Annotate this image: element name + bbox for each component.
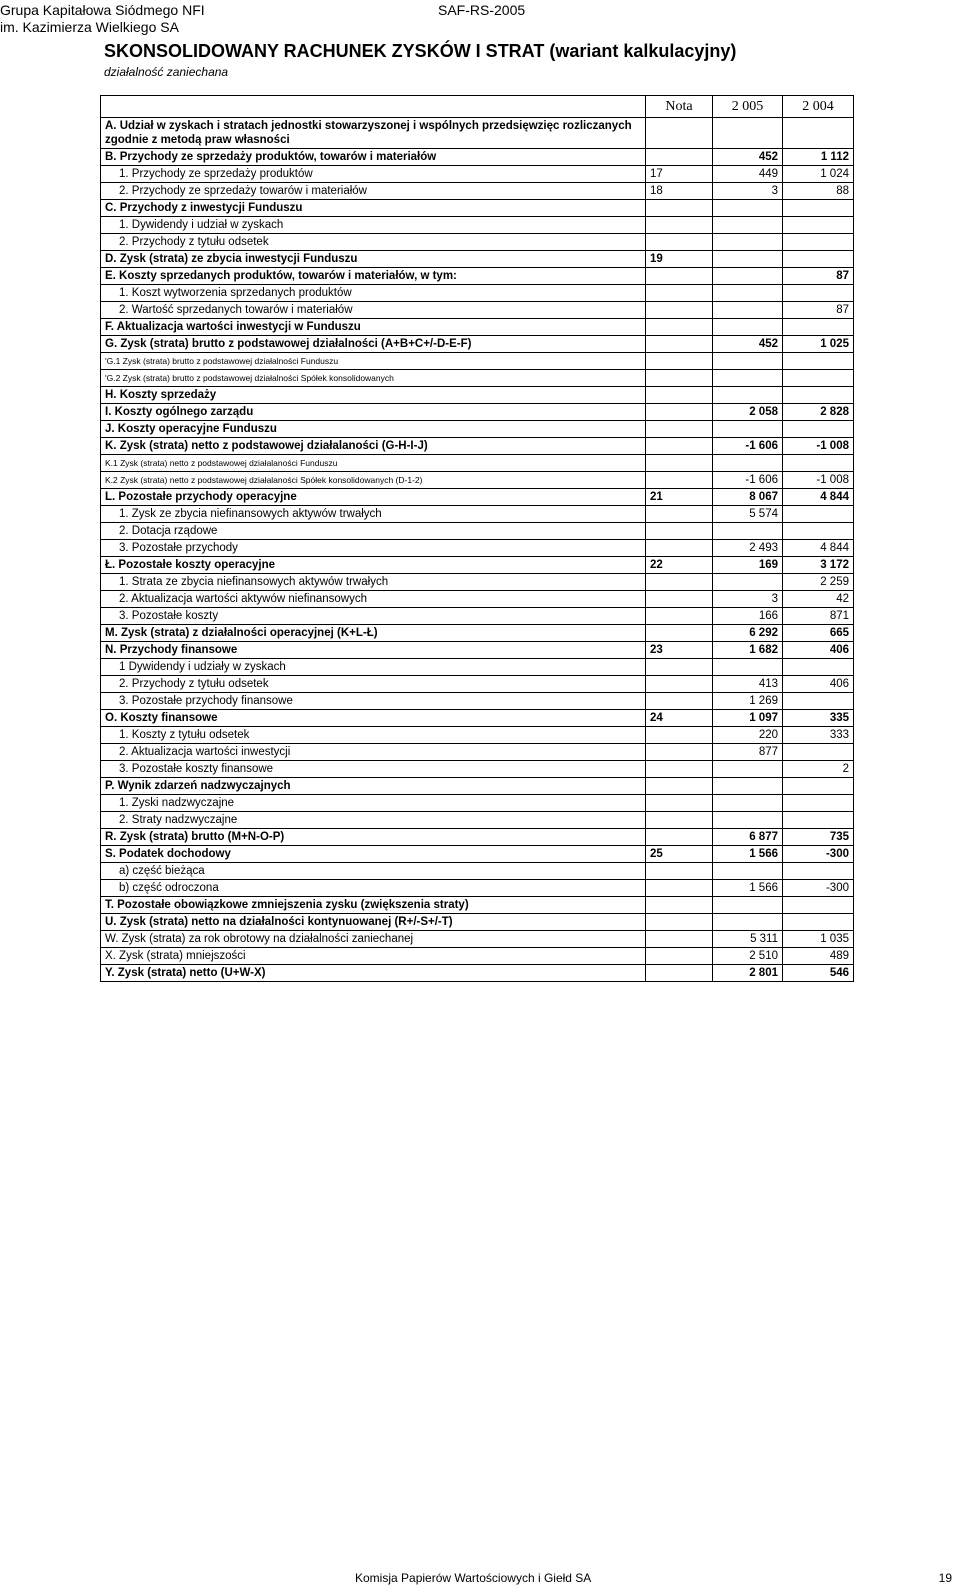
table-row (101, 608, 854, 625)
row-value-2005: 2 058 (713, 404, 783, 421)
row-value-2004 (783, 812, 854, 829)
row-label: 1. Zysk ze zbycia niefinansowych aktywów trwałych (101, 506, 646, 523)
row-value-2005 (713, 863, 783, 880)
table-row (101, 404, 854, 421)
row-value-2004: 87 (783, 302, 854, 319)
row-value-2004: 1 025 (783, 336, 854, 353)
row-label: O. Koszty finansowe (101, 710, 646, 727)
row-value-2005 (713, 812, 783, 829)
row-label: W. Zysk (strata) za rok obrotowy na działalności zaniechanej (101, 931, 646, 948)
row-value-2004: -1 008 (783, 438, 854, 455)
row-value-2005 (713, 778, 783, 795)
row-label: J. Koszty operacyjne Funduszu (101, 421, 646, 438)
row-value-2004: 871 (783, 608, 854, 625)
row-value-2004: 3 172 (783, 557, 854, 574)
row-nota (646, 200, 713, 217)
row-value-2004: 88 (783, 183, 854, 200)
table-row (101, 523, 854, 540)
table-row (101, 761, 854, 778)
row-label: G. Zysk (strata) brutto z podstawowej działalności (A+B+C+/-D-E-F) (101, 336, 646, 353)
row-value-2005 (713, 659, 783, 676)
table-row (101, 421, 854, 438)
row-label: P. Wynik zdarzeń nadzwyczajnych (101, 778, 646, 795)
row-label: 1. Zyski nadzwyczajne (101, 795, 646, 812)
row-nota (646, 625, 713, 642)
row-value-2005: 449 (713, 166, 783, 183)
row-nota (646, 540, 713, 557)
row-value-2004 (783, 387, 854, 404)
table-row (101, 574, 854, 591)
row-value-2004 (783, 523, 854, 540)
table-row (101, 914, 854, 931)
row-value-2005: 8 067 (713, 489, 783, 506)
income-statement-table (100, 95, 854, 982)
row-nota (646, 880, 713, 897)
row-nota (646, 778, 713, 795)
table-row (101, 948, 854, 965)
row-value-2005: 6 292 (713, 625, 783, 642)
row-value-2004: 665 (783, 625, 854, 642)
row-value-2004: 335 (783, 710, 854, 727)
row-nota (646, 863, 713, 880)
row-label: b) część odroczona (101, 880, 646, 897)
table-row (101, 251, 854, 268)
row-value-2005 (713, 234, 783, 251)
row-label: K.2 Zysk (strata) netto z podstawowej działalaności Spółek konsolidowanych (D-1-2) (101, 472, 646, 489)
row-label: K. Zysk (strata) netto z podstawowej działalaności (G-H-I-J) (101, 438, 646, 455)
row-value-2005 (713, 914, 783, 931)
table-row (101, 829, 854, 846)
row-value-2005: 1 269 (713, 693, 783, 710)
row-value-2004: 546 (783, 965, 854, 982)
row-nota (646, 421, 713, 438)
row-value-2004 (783, 319, 854, 336)
table-row (101, 965, 854, 982)
row-value-2005: 877 (713, 744, 783, 761)
row-label: 'G.2 Zysk (strata) brutto z podstawowej działalności Spółek konsolidowanych (101, 370, 646, 387)
table-row (101, 149, 854, 166)
table-row (101, 693, 854, 710)
table-row (101, 183, 854, 200)
row-nota (646, 149, 713, 166)
row-nota (646, 506, 713, 523)
row-label: Ł. Pozostałe koszty operacyjne (101, 557, 646, 574)
row-label: 1. Przychody ze sprzedaży produktów (101, 166, 646, 183)
row-nota: 17 (646, 166, 713, 183)
row-label: K.1 Zysk (strata) netto z podstawowej działalaności Funduszu (101, 455, 646, 472)
row-label: L. Pozostałe przychody operacyjne (101, 489, 646, 506)
row-label: H. Koszty sprzedaży (101, 387, 646, 404)
row-value-2005: -1 606 (713, 438, 783, 455)
row-nota (646, 676, 713, 693)
row-value-2005 (713, 387, 783, 404)
row-label: R. Zysk (strata) brutto (M+N-O-P) (101, 829, 646, 846)
row-value-2004 (783, 217, 854, 234)
table-row (101, 727, 854, 744)
row-value-2005: 413 (713, 676, 783, 693)
row-value-2005: 2 510 (713, 948, 783, 965)
table-row (101, 846, 854, 863)
row-value-2005: 1 682 (713, 642, 783, 659)
table-row (101, 472, 854, 489)
table-row (101, 642, 854, 659)
col-header-2004: 2 004 (783, 96, 854, 118)
row-value-2005 (713, 302, 783, 319)
row-label: I. Koszty ogólnego zarządu (101, 404, 646, 421)
table-row (101, 795, 854, 812)
table-row (101, 778, 854, 795)
row-value-2005 (713, 523, 783, 540)
row-value-2004 (783, 914, 854, 931)
row-value-2004 (783, 200, 854, 217)
row-value-2004: 406 (783, 676, 854, 693)
table-row (101, 812, 854, 829)
row-label: B. Przychody ze sprzedaży produktów, towarów i materiałów (101, 149, 646, 166)
row-value-2005: 5 574 (713, 506, 783, 523)
row-value-2005 (713, 251, 783, 268)
table-row (101, 200, 854, 217)
row-value-2004: 1 112 (783, 149, 854, 166)
row-label: U. Zysk (strata) netto na działalności kontynuowanej (R+/-S+/-T) (101, 914, 646, 931)
row-nota (646, 217, 713, 234)
row-value-2005: 6 877 (713, 829, 783, 846)
row-nota (646, 387, 713, 404)
row-value-2004 (783, 234, 854, 251)
row-value-2005: 452 (713, 149, 783, 166)
table-row (101, 302, 854, 319)
row-nota: 18 (646, 183, 713, 200)
row-nota (646, 948, 713, 965)
table-row (101, 166, 854, 183)
row-nota (646, 659, 713, 676)
table-row (101, 897, 854, 914)
row-nota (646, 302, 713, 319)
row-label: 2. Przychody z tytułu odsetek (101, 234, 646, 251)
row-nota (646, 336, 713, 353)
row-value-2004 (783, 455, 854, 472)
row-nota: 19 (646, 251, 713, 268)
row-label: 3. Pozostałe przychody (101, 540, 646, 557)
row-value-2004: 2 (783, 761, 854, 778)
row-nota (646, 353, 713, 370)
row-value-2004 (783, 897, 854, 914)
row-nota (646, 795, 713, 812)
row-value-2005 (713, 268, 783, 285)
row-value-2005: 220 (713, 727, 783, 744)
row-value-2005 (713, 285, 783, 302)
table-row (101, 659, 854, 676)
row-label: 2. Aktualizacja wartości aktywów niefinansowych (101, 591, 646, 608)
row-value-2005 (713, 200, 783, 217)
row-value-2004: 1 024 (783, 166, 854, 183)
row-label: M. Zysk (strata) z działalności operacyjnej (K+L-Ł) (101, 625, 646, 642)
row-nota (646, 608, 713, 625)
page-title: SKONSOLIDOWANY RACHUNEK ZYSKÓW I STRAT (wariant kalkulacyjny) (104, 41, 737, 61)
row-value-2005: 2 493 (713, 540, 783, 557)
row-label: 1. Dywidendy i udział w zyskach (101, 217, 646, 234)
company-line-1: Grupa Kapitałowa Siódmego NFI (0, 2, 205, 18)
row-value-2005 (713, 118, 783, 149)
row-label: 2. Dotacja rządowe (101, 523, 646, 540)
row-nota: 24 (646, 710, 713, 727)
page-number: 19 (938, 1571, 952, 1585)
col-header-nota: Nota (646, 96, 713, 118)
row-label: E. Koszty sprzedanych produktów, towarów i materiałów, w tym: (101, 268, 646, 285)
row-label: T. Pozostałe obowiązkowe zmniejszenia zysku (zwiększenia straty) (101, 897, 646, 914)
row-nota (646, 118, 713, 149)
row-label: 1. Strata ze zbycia niefinansowych aktywów trwałych (101, 574, 646, 591)
table-row (101, 863, 854, 880)
table-row (101, 336, 854, 353)
row-label: a) część bieżąca (101, 863, 646, 880)
table-row (101, 506, 854, 523)
row-nota (646, 404, 713, 421)
row-value-2004: -300 (783, 846, 854, 863)
row-value-2004 (783, 370, 854, 387)
row-value-2004 (783, 744, 854, 761)
table-row (101, 370, 854, 387)
row-value-2005: 452 (713, 336, 783, 353)
row-value-2004: 1 035 (783, 931, 854, 948)
table-row (101, 217, 854, 234)
row-label: S. Podatek dochodowy (101, 846, 646, 863)
row-label: C. Przychody z inwestycji Funduszu (101, 200, 646, 217)
table-row (101, 438, 854, 455)
row-label: N. Przychody finansowe (101, 642, 646, 659)
row-nota: 23 (646, 642, 713, 659)
row-value-2004: -300 (783, 880, 854, 897)
table-row (101, 880, 854, 897)
row-value-2005: 1 566 (713, 880, 783, 897)
row-nota: 25 (646, 846, 713, 863)
row-nota (646, 438, 713, 455)
row-value-2004: 406 (783, 642, 854, 659)
col-header-label (101, 96, 646, 118)
table-row (101, 931, 854, 948)
row-nota: 21 (646, 489, 713, 506)
row-value-2004 (783, 863, 854, 880)
table-row (101, 557, 854, 574)
table-header-row (101, 96, 854, 118)
table-row (101, 489, 854, 506)
table-row (101, 285, 854, 302)
row-value-2005: -1 606 (713, 472, 783, 489)
form-code: SAF-RS-2005 (438, 2, 526, 18)
row-value-2004: 87 (783, 268, 854, 285)
row-value-2004 (783, 778, 854, 795)
row-nota (646, 472, 713, 489)
row-value-2004 (783, 285, 854, 302)
row-nota (646, 693, 713, 710)
row-value-2004: 2 828 (783, 404, 854, 421)
row-nota (646, 914, 713, 931)
row-nota (646, 268, 713, 285)
row-label: Y. Zysk (strata) netto (U+W-X) (101, 965, 646, 982)
row-nota (646, 727, 713, 744)
row-value-2005 (713, 319, 783, 336)
row-value-2005 (713, 217, 783, 234)
row-value-2004 (783, 795, 854, 812)
row-label: 'G.1 Zysk (strata) brutto z podstawowej działalności Funduszu (101, 353, 646, 370)
row-nota (646, 591, 713, 608)
company-line-2: im. Kazimierza Wielkiego SA (0, 19, 179, 35)
table-row (101, 591, 854, 608)
row-label: F. Aktualizacja wartości inwestycji w Funduszu (101, 319, 646, 336)
row-value-2005: 3 (713, 183, 783, 200)
table-row (101, 387, 854, 404)
table-row (101, 234, 854, 251)
row-nota (646, 931, 713, 948)
table-row (101, 319, 854, 336)
company-name (0, 2, 205, 36)
row-label: 3. Pozostałe koszty finansowe (101, 761, 646, 778)
table-row (101, 353, 854, 370)
row-value-2004 (783, 421, 854, 438)
row-label: A. Udział w zyskach i stratach jednostki stowarzyszonej i wspólnych przedsięwzięc rozliczanych zgodnie z metodą praw własności (101, 118, 646, 149)
row-value-2004: 4 844 (783, 489, 854, 506)
row-value-2004: 2 259 (783, 574, 854, 591)
table-row (101, 455, 854, 472)
row-nota (646, 370, 713, 387)
row-value-2005 (713, 897, 783, 914)
table-row (101, 710, 854, 727)
row-value-2005: 1 097 (713, 710, 783, 727)
row-value-2005 (713, 421, 783, 438)
table-row (101, 625, 854, 642)
row-label: 3. Pozostałe przychody finansowe (101, 693, 646, 710)
row-value-2005 (713, 574, 783, 591)
row-label: 2. Przychody z tytułu odsetek (101, 676, 646, 693)
page-subtitle: działalność zaniechana (104, 65, 229, 79)
row-value-2005 (713, 761, 783, 778)
row-value-2005: 5 311 (713, 931, 783, 948)
row-value-2004 (783, 118, 854, 149)
row-nota (646, 897, 713, 914)
row-value-2004 (783, 693, 854, 710)
row-nota (646, 319, 713, 336)
row-value-2005: 166 (713, 608, 783, 625)
row-value-2005: 169 (713, 557, 783, 574)
row-value-2005: 3 (713, 591, 783, 608)
row-nota (646, 574, 713, 591)
row-nota: 22 (646, 557, 713, 574)
row-nota (646, 234, 713, 251)
row-label: X. Zysk (strata) mniejszości (101, 948, 646, 965)
row-nota (646, 965, 713, 982)
row-label: 2. Wartość sprzedanych towarów i materiałów (101, 302, 646, 319)
row-nota (646, 829, 713, 846)
table-row (101, 118, 854, 149)
table-row (101, 744, 854, 761)
row-nota (646, 285, 713, 302)
table-row (101, 268, 854, 285)
row-value-2004: 42 (783, 591, 854, 608)
row-value-2004: 489 (783, 948, 854, 965)
row-label: 1 Dywidendy i udziały w zyskach (101, 659, 646, 676)
col-header-2005: 2 005 (713, 96, 783, 118)
row-value-2004: -1 008 (783, 472, 854, 489)
table-row (101, 676, 854, 693)
row-value-2004 (783, 353, 854, 370)
row-label: D. Zysk (strata) ze zbycia inwestycji Funduszu (101, 251, 646, 268)
row-value-2005 (713, 353, 783, 370)
row-label: 1. Koszt wytworzenia sprzedanych produktów (101, 285, 646, 302)
footer-source: Komisja Papierów Wartościowych i Giełd SA (355, 1571, 592, 1585)
row-label: 2. Aktualizacja wartości inwestycji (101, 744, 646, 761)
row-value-2005: 1 566 (713, 846, 783, 863)
row-value-2004 (783, 659, 854, 676)
row-nota (646, 812, 713, 829)
row-value-2004: 735 (783, 829, 854, 846)
row-value-2005 (713, 795, 783, 812)
row-nota (646, 523, 713, 540)
row-label: 2. Straty nadzwyczajne (101, 812, 646, 829)
row-value-2004: 4 844 (783, 540, 854, 557)
row-value-2005: 2 801 (713, 965, 783, 982)
row-nota (646, 744, 713, 761)
row-value-2005 (713, 455, 783, 472)
row-value-2004 (783, 506, 854, 523)
row-label: 2. Przychody ze sprzedaży towarów i materiałów (101, 183, 646, 200)
row-value-2004: 333 (783, 727, 854, 744)
row-nota (646, 761, 713, 778)
row-value-2005 (713, 370, 783, 387)
row-label: 1. Koszty z tytułu odsetek (101, 727, 646, 744)
table-row (101, 540, 854, 557)
row-nota (646, 455, 713, 472)
row-label: 3. Pozostałe koszty (101, 608, 646, 625)
row-value-2004 (783, 251, 854, 268)
